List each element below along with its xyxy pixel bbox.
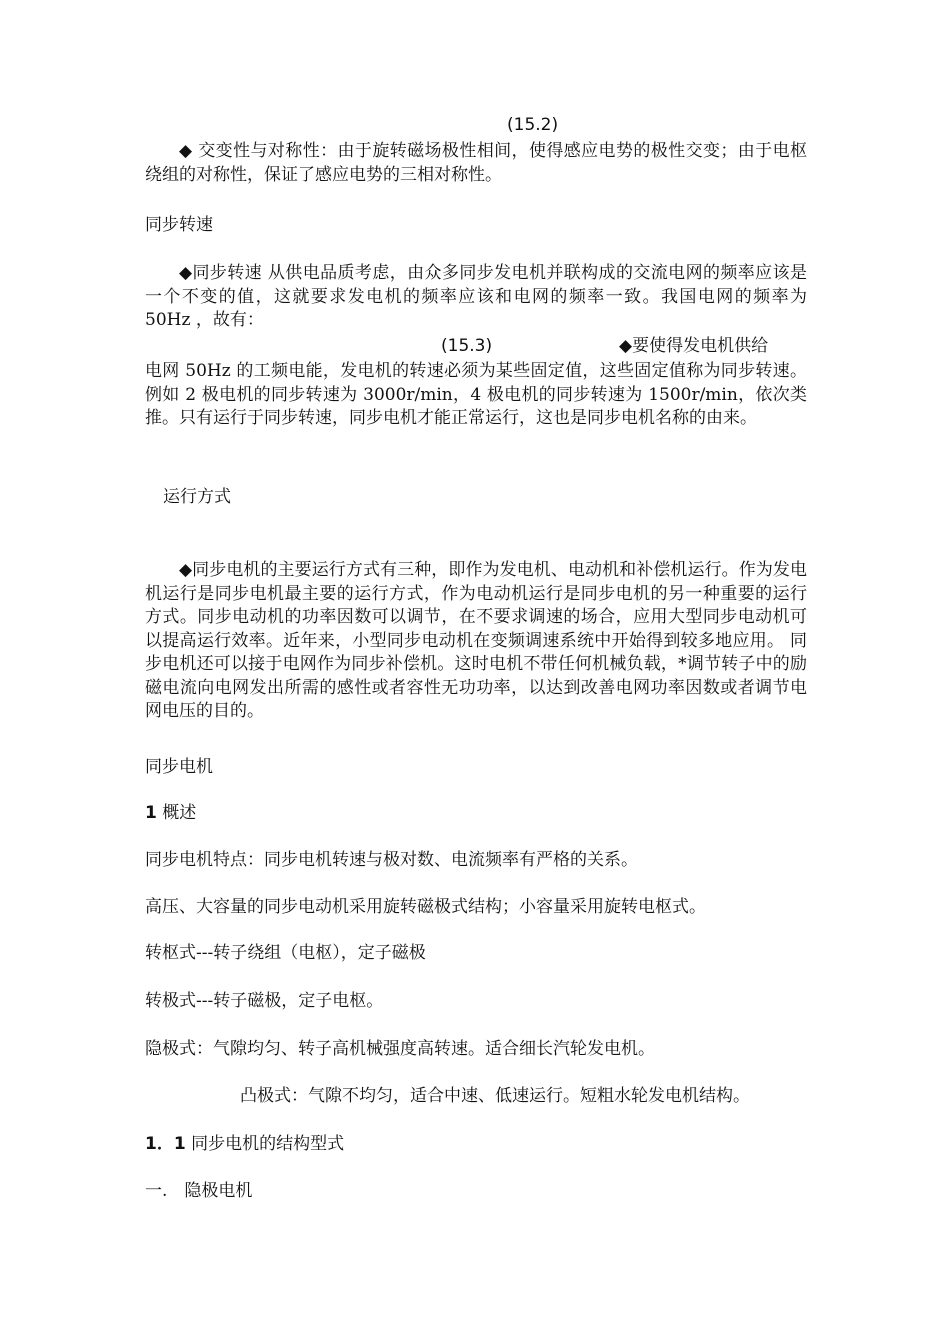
heading-operation-mode: 运行方式: [163, 487, 231, 507]
paragraph-operation-mode: ◆同步电机的主要运行方式有三种，即作为发电机、电动机和补偿机运行。作为发电机运行是同步电机最主要的运行方式，作为电动机运行是同步电机的另一种重要的运行方式。同步电动机的功率因数可以调节，在不要求调速的场合，应用大型同步电动机可以提高运行效率。近年来，小型同步电动机在变频调速系统中开始得到较多地应用。 同步电机还可以接于电网作为同步补偿机。这时电机不带任何机械负载，*调节转子中的励磁电流向电网发出所需的感性或者容性无功功率，以达到改善电网功率因数或者调节电网电压的目的。: [145, 560, 807, 721]
heading-sync-machine: 同步电机: [145, 757, 213, 777]
heading-overview-text: 概述: [156, 803, 197, 823]
paragraph-alternating-symmetry: ◆ 交变性与对称性：由于旋转磁场极性相间，使得感应电势的极性交变；由于电枢绕组的对称性，保证了感应电势的三相对称性。: [145, 141, 807, 185]
paragraph-sync-speed-2-start: ◆要使得发电机供给: [619, 336, 769, 356]
heading-overview-number: 1: [145, 803, 157, 823]
heading-sync-speed: 同步转速: [145, 215, 213, 235]
heading-overview: [145, 801, 196, 825]
heading-structure-number: 1．1: [145, 1134, 186, 1154]
line-salient-pole: 凸极式：气隙不均匀，适合中速、低速运行。短粗水轮发电机结构。: [240, 1086, 750, 1106]
heading-non-salient-machine: 一. 隐极电机: [145, 1181, 253, 1201]
paragraph-sync-speed-1: ◆同步转速 从供电品质考虑，由众多同步发电机并联构成的交流电网的频率应该是一个不变的值，这就要求发电机的频率应该和电网的频率一致。我国电网的频率为 50Hz ，故有：: [145, 263, 807, 330]
equation-number-15-2: (15.2): [507, 115, 559, 135]
heading-structure-type: [145, 1132, 344, 1156]
line-non-salient-pole: 隐极式：气隙均匀、转子高机械强度高转速。适合细长汽轮发电机。: [145, 1039, 655, 1059]
heading-structure-text: 同步电机的结构型式: [185, 1134, 345, 1154]
equation-number-15-3: (15.3): [441, 336, 493, 356]
line-structure: 高压、大容量的同步电动机采用旋转磁极式结构；小容量采用旋转电枢式。: [145, 897, 706, 917]
paragraph-sync-speed-2: 电网 50Hz 的工频电能，发电机的转速必须为某些固定值，这些固定值称为同步转速。例如 2 极电机的同步转速为 3000r/min，4 极电机的同步转速为 1500r/min，依次类推。只有运行于同步转速，同步电机才能正常运行，这也是同步电机名称的由来。: [145, 361, 807, 428]
line-feature: 同步电机特点：同步电机转速与极对数、电流频率有严格的关系。: [145, 850, 638, 870]
line-rotating-pole: 转极式---转子磁极，定子电枢。: [145, 991, 384, 1011]
line-rotating-armature: 转枢式---转子绕组（电枢），定子磁极: [145, 943, 426, 963]
